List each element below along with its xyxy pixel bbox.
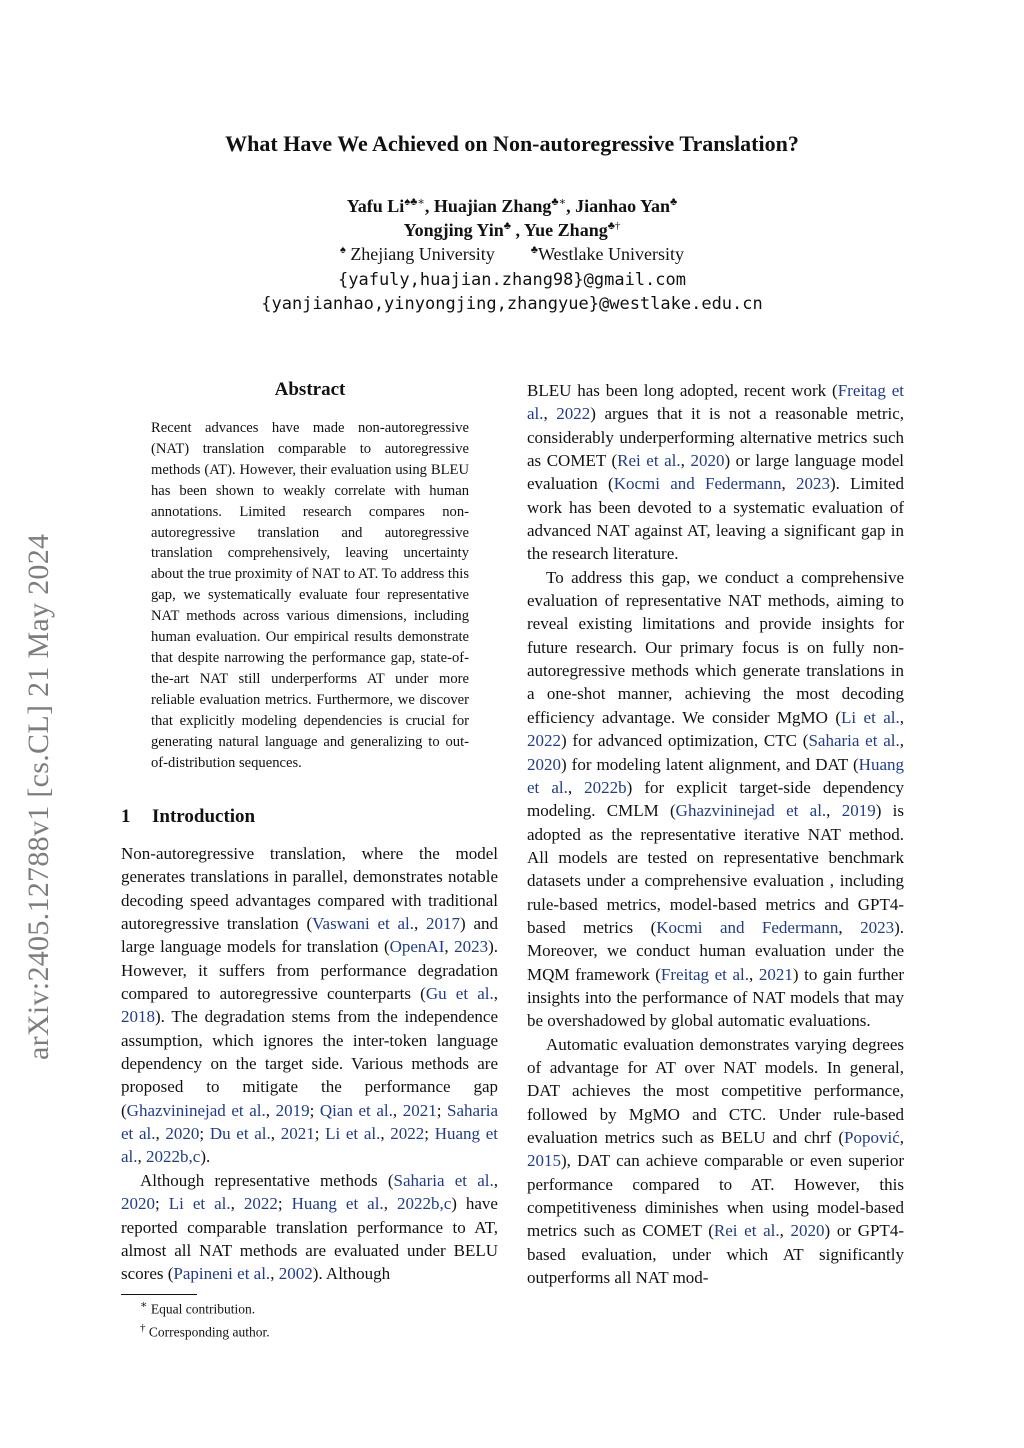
citation-link[interactable]: 2022b [584,777,627,797]
citation-link[interactable]: Kocmi and Federmann [656,917,839,937]
citation-link[interactable]: Huang et al. [527,754,904,797]
paragraph: Non-autoregressive translation, where the model generates translations in parallel, demonstrates notable decoding speed advantages compared with traditional autoregressive translation (Vaswani et al., 2017) and large language models for translation (OpenAI, 2023). However, it suffers from performance degradation compared to autoregressive counterparts (Gu et al., 2018). The degradation stems from the independence assumption, which ignores the inter-token language dependency on the target side. Various methods are proposed to mitigate the performance gap (Ghazvininejad et al., 2019; Qian et al., 2021; Saharia et al., 2020; Du et al., 2021; Li et al., 2022; Huang et al., 2022b,c). [121,844,499,1167]
paragraph: Although representative methods (Saharia et al., 2020; Li et al., 2022; Huang et al., 2022b,c) have reported comparable translation performance to AT, almost all NAT methods are evaluated under BELU scores (Papineni et al., 2002). Although [121,1170,499,1284]
paragraph: BLEU has been long adopted, recent work (Freitag et al., 2022) argues that it is not a reasonable metric, considerably underperforming alternative metrics such as COMET (Rei et al., 2020) or large language model evaluation (Kocmi and Federmann, 2023). Limited work has been devoted to a systematic evaluation of advanced NAT against AT, leaving a significant gap in the research literature. [527,381,905,564]
citation-link[interactable]: Qian et al. [319,1100,393,1120]
citation-link[interactable]: 2022 [556,404,591,424]
citation-link[interactable]: 2023 [454,937,489,957]
citation-link[interactable]: Ghazvininejad et al. [675,801,827,821]
citation-link[interactable]: Vaswani et al. [312,914,415,934]
citation-link[interactable]: Gu et al. [425,984,494,1004]
author-line-2: Yongjing Yin♣ , Yue Zhang♣† [403,220,621,240]
abstract-text: Recent advances have made non-autoregressive (NAT) translation comparable to autoregressive methods (AT). However, their evaluation using BLEU has been shown to weakly correlate with human annotations. Limited research compares non-autoregressive translation and autoregressive translation comprehensively, leaving uncertainty about the true proximity of NAT to AT. To address this gap, we systematically evaluate four representative NAT methods across various dimensions, including human evaluation. Our empirical results demonstrate that despite narrowing the performance gap, state-of-the-art NAT still underperforms AT under more reliable evaluation metrics. Furthermore, we discover that explicitly modeling dependencies is crucial for generating natural language and generalizing to out-of-distribution sequences. [151,420,469,771]
affiliation-mark: ♣ [607,220,615,232]
citation-link[interactable]: Du et al. [209,1124,271,1144]
citation-link[interactable]: Rei et al. [713,1221,780,1241]
citation-link[interactable]: 2020 [790,1221,825,1241]
equal-contribution-mark: ∗ [417,196,425,208]
citation-link[interactable]: OpenAI [389,937,445,957]
citation-link[interactable]: Saharia et al. [393,1170,494,1190]
citation-link[interactable]: 2019 [275,1100,310,1120]
footnotes [140,1296,270,1342]
citation-link[interactable]: 2022b,c [146,1147,201,1167]
email-line: {yanjianhao,yinyongjing,zhangyue}@westlake.edu.cn [261,294,763,314]
footnote-mark: † [140,1322,146,1334]
citation-link[interactable]: 2022 [390,1124,425,1144]
citation-link[interactable]: 2022b,c [396,1194,452,1214]
citation-link[interactable]: Saharia et al. [808,731,900,751]
citation-link[interactable]: Kocmi and Federmann [613,474,782,494]
citation-link[interactable]: 2015 [527,1151,561,1171]
footnote-mark: ∗ [140,1299,148,1311]
affiliation-mark: ♠ [339,244,346,256]
author-name: Yongjing Yin [403,220,504,240]
author-line-1: Yafu Li♠♣∗, Huajian Zhang♣∗, Jianhao Yan♣ [346,196,678,216]
left-column [121,842,498,1286]
affiliation-name: Zhejiang University [350,244,495,264]
citation-link[interactable]: 2021 [280,1124,315,1144]
section-heading [121,806,255,828]
footnote: ∗ Equal contribution. [140,1299,256,1317]
author-name: Yue Zhang [523,220,608,240]
citation-link[interactable]: 2002 [278,1264,313,1284]
corresponding-mark: † [614,220,621,232]
affiliations [0,244,1024,265]
right-column [527,379,904,1289]
paragraph: To address this gap, we conduct a comprehensive evaluation of representative NAT methods, aiming to reveal existing limitations and provide insights for future research. Our primary focus is on fully non-autoregressive methods which generate translations in a one-shot manner, achieving the most decoding efficiency advantage. We consider MgMO (Li et al., 2022) for advanced optimization, CTC (Saharia et al., 2020) for modeling latent alignment, and DAT (Huang et al., 2022b) for explicit target-side dependency modeling. CMLM (Ghazvininejad et al., 2019) is adopted as the representative iterative NAT method. All models are tested on representative benchmark datasets under a comprehensive evaluation , including rule-based metrics, model-based metrics and GPT4-based metrics (Kocmi and Federmann, 2023). Moreover, we conduct human evaluation under the MQM framework (Freitag et al., 2021) to gain further insights into the performance of NAT models that may be overshadowed by global automatic evaluations. [527,567,905,1031]
citation-link[interactable]: Saharia et al. [121,1100,499,1144]
citation-link[interactable]: Li et al. [841,707,900,727]
citation-link[interactable]: 2018 [121,1007,155,1027]
citation-link[interactable]: Rei et al. [617,451,681,471]
citation-link[interactable]: 2021 [402,1100,437,1120]
citation-link[interactable]: 2021 [758,964,793,984]
arxiv-sidebar-stamp: arXiv:2405.12788v1 [cs.CL] 21 May 2024 [22,533,55,1060]
citation-link[interactable]: 2020 [690,451,725,471]
citation-link[interactable]: Ghazvininejad et al. [126,1100,266,1120]
footnote: † Corresponding author. [140,1322,270,1340]
citation-link[interactable]: Freitag et al. [527,381,905,424]
abstract-heading: Abstract [274,379,346,400]
citation-link[interactable]: 2017 [426,914,461,934]
citation-link[interactable]: 2020 [165,1124,200,1144]
author-name: Huajian Zhang [433,196,552,216]
footnote-rule [121,1294,197,1295]
citation-link[interactable]: Li et al. [168,1194,231,1214]
citation-link[interactable]: Popović [844,1128,900,1147]
affiliation-mark: ♣ [530,244,538,256]
equal-contribution-mark: ∗ [558,196,567,208]
citation-link[interactable]: 2022 [243,1194,278,1214]
email-line: {yafuly,huajian.zhang98}@gmail.com [338,270,686,290]
citation-link[interactable]: 2019 [841,801,876,821]
citation-link[interactable]: 2020 [121,1194,155,1214]
paragraph: Automatic evaluation demonstrates varying degrees of advantage for AT over NAT models. In general, DAT achieves the most competitive performance, followed by MgMO and CTC. Under rule-based evaluation metrics such as BELU and chrf (Popović, 2015), DAT can achieve comparable or even superior performance compared to AT. However, this competitiveness diminishes when using model-based metrics such as COMET (Rei et al., 2020) or GPT4-based evaluation, under which AT significantly outperforms all NAT mod- [527,1034,904,1288]
affiliation-mark: ♣ [503,220,511,232]
citation-link[interactable]: Huang et al. [121,1124,498,1167]
citation-link[interactable]: 2023 [796,474,831,494]
affiliation-name: Westlake University [538,244,685,264]
section-title: Introduction [152,806,256,827]
section-number: 1 [121,806,131,827]
citation-link[interactable]: Huang et al. [291,1194,384,1214]
citation-link[interactable]: 2023 [860,917,895,937]
citation-link[interactable]: 2020 [527,754,561,774]
affiliation-mark: ♣ [669,196,678,208]
citation-link[interactable]: Li et al. [325,1124,381,1144]
affiliation-mark: ♠♣ [404,196,418,208]
author-name: Yafu Li [346,196,405,216]
affiliation-mark: ♣ [551,196,559,208]
author-name: Jianhao Yan [575,196,670,216]
citation-link[interactable]: Freitag et al. [660,964,750,984]
citation-link[interactable]: Papineni et al. [173,1264,271,1284]
paper-title: What Have We Achieved on Non-autoregressive Translation? [225,131,799,156]
citation-link[interactable]: 2022 [527,731,561,751]
